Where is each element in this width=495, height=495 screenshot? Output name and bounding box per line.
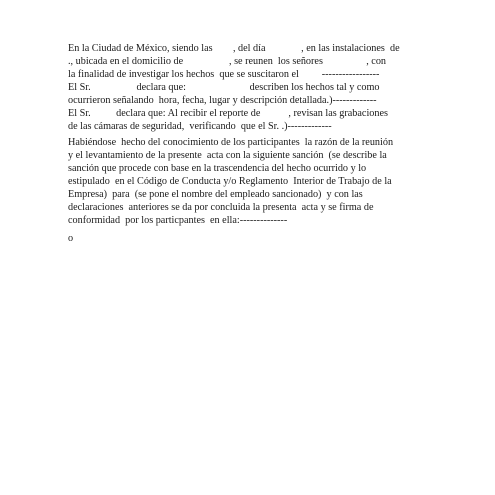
paragraph-first-declaration (68, 81, 428, 107)
text-line: El Sr. declara que: describen los hechos tal y como (68, 82, 380, 93)
text-line: de las cámaras de seguridad, verificando que el Sr. .)------------- (68, 121, 332, 132)
paragraph-second-declaration (68, 107, 428, 133)
text-line: Empresa) para (se pone el nombre del empleado sancionado) y con las (68, 189, 363, 200)
text-line: ocurrieron señalando hora, fecha, lugar y descripción detallada.)------------- (68, 95, 377, 106)
text-line: En la Ciudad de México, siendo las , del día , en las instalaciones de (68, 43, 400, 54)
text-line: declaraciones anteriores se da por concluida la presenta acta y se firma de (68, 202, 374, 213)
footer-mark: o (68, 233, 74, 244)
paragraph-sanction-conclusion (68, 136, 428, 227)
text-line: conformidad por los particpantes en ella:-------------- (68, 215, 288, 226)
text-line: estipulado en el Código de Conducta y/o Reglamento Interior de Trabajo de la (68, 176, 392, 187)
text-line: y el levantamiento de la presente acta con la siguiente sanción (se describe la (68, 150, 387, 161)
text-line: Habiéndose hecho del conocimiento de los participantes la razón de la reunión (68, 137, 394, 148)
text-line: sanción que procede con base en la trascendencia del hecho ocurrido y lo (68, 163, 367, 174)
paragraph-meeting-intro (68, 42, 428, 81)
text-line: la finalidad de investigar los hechos que se suscitaron el ----------------- (68, 69, 380, 80)
text-line: ., ubicada en el domicilio de , se reunen los señores , con (68, 56, 387, 67)
text-line: El Sr. declara que: Al recibir el reporte de , revisan las grabaciones (68, 108, 388, 119)
